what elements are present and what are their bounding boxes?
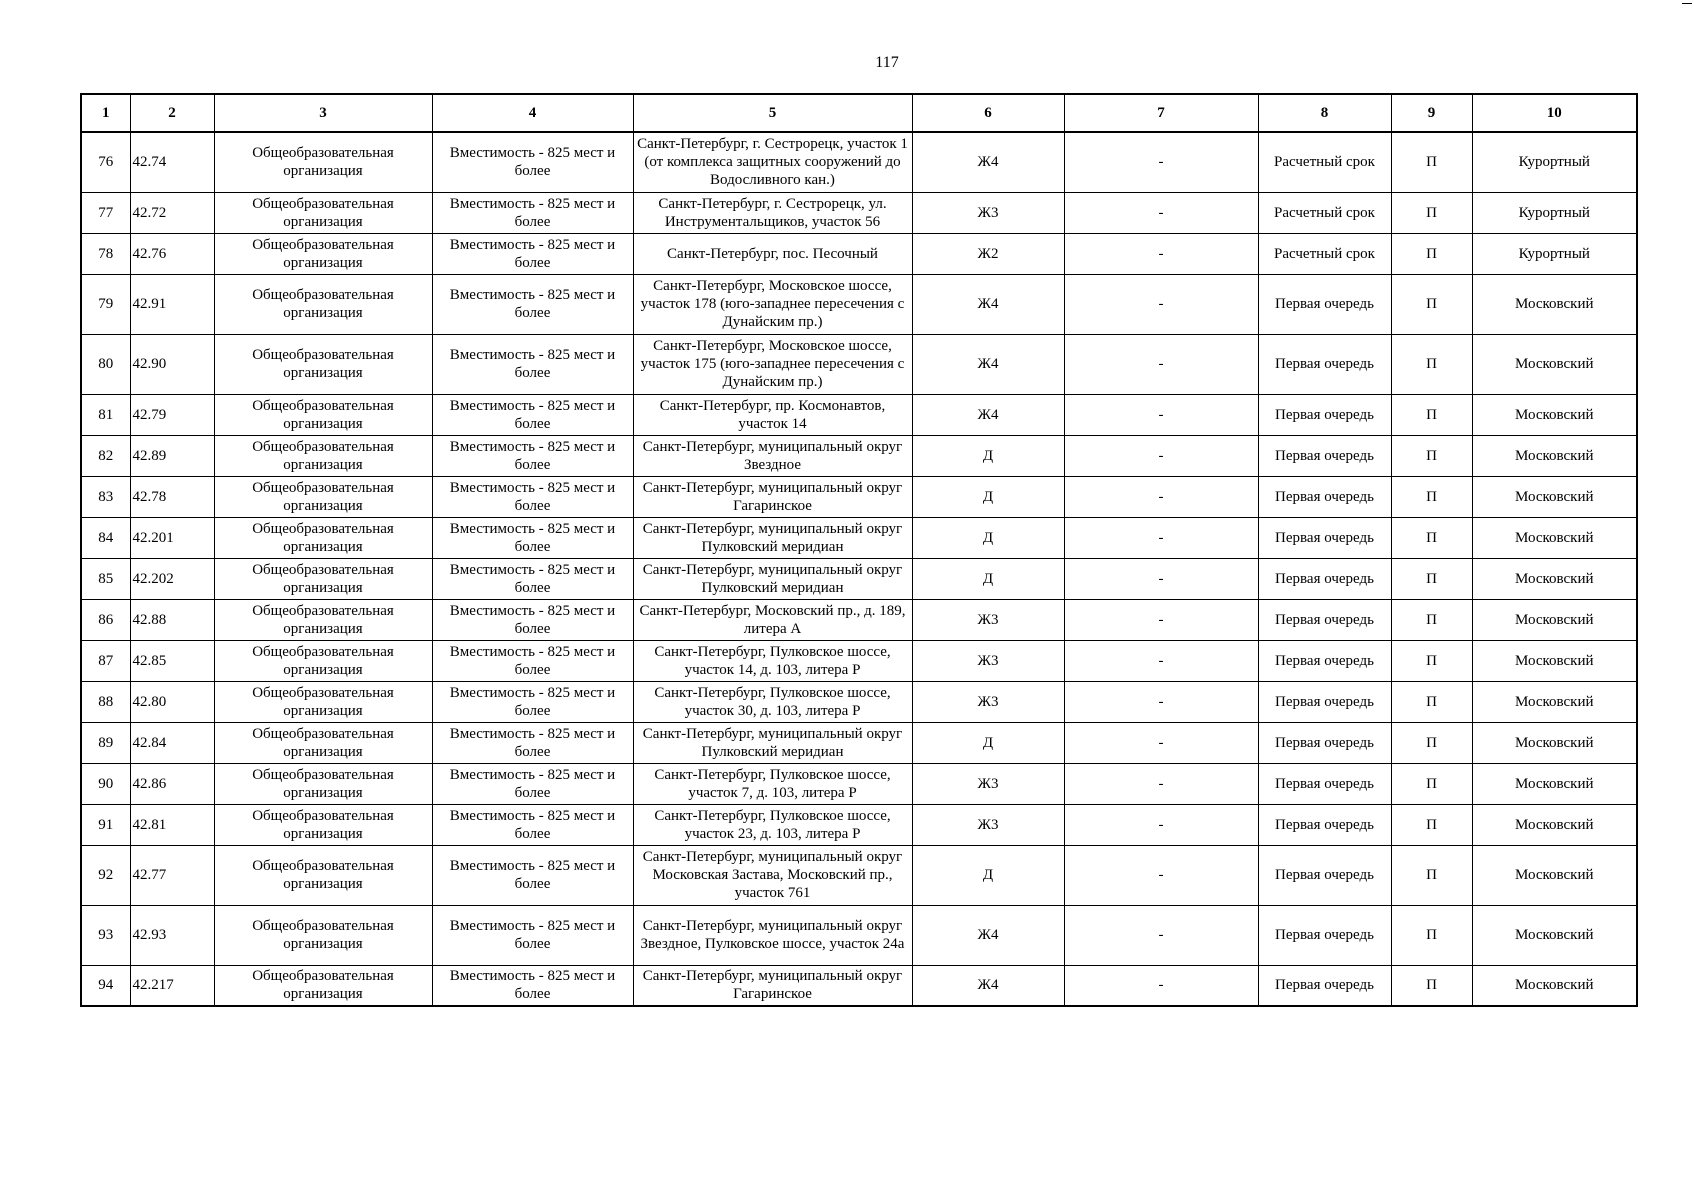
table-row <box>81 722 1637 763</box>
table-cell-col-3: Общеобразовательная организация <box>214 599 432 640</box>
table-cell-col-3: Общеобразовательная организация <box>214 476 432 517</box>
table-cell-col-3: Общеобразовательная организация <box>214 517 432 558</box>
table-row <box>81 681 1637 722</box>
table-cell-col-6: Ж3 <box>912 763 1064 804</box>
table-row <box>81 763 1637 804</box>
table-cell-col-1: 80 <box>81 334 130 394</box>
table-cell-col-9: П <box>1391 274 1472 334</box>
table-cell-col-10: Курортный <box>1472 132 1637 192</box>
table-cell-col-7: - <box>1064 905 1258 965</box>
table-cell-col-3: Общеобразовательная организация <box>214 905 432 965</box>
table-cell-col-3: Общеобразовательная организация <box>214 558 432 599</box>
table-cell-col-1: 85 <box>81 558 130 599</box>
table-cell-col-6: Ж3 <box>912 599 1064 640</box>
table-cell-col-6: Д <box>912 517 1064 558</box>
table-row <box>81 394 1637 435</box>
table-cell-col-2: 42.90 <box>130 334 214 394</box>
table-cell-col-2: 42.81 <box>130 804 214 845</box>
table-cell-col-6: Ж4 <box>912 394 1064 435</box>
table-cell-col-9: П <box>1391 763 1472 804</box>
table-cell-col-2: 42.72 <box>130 192 214 233</box>
table-cell-col-5: Санкт-Петербург, муниципальный округ Пулковский меридиан <box>633 722 912 763</box>
table-cell-col-2: 42.78 <box>130 476 214 517</box>
column-header-8: 8 <box>1258 94 1391 132</box>
table-cell-col-5: Санкт-Петербург, Московский пр., д. 189, литера А <box>633 599 912 640</box>
table-cell-col-9: П <box>1391 905 1472 965</box>
table-cell-col-1: 81 <box>81 394 130 435</box>
table-cell-col-5: Санкт-Петербург, муниципальный округ Пулковский меридиан <box>633 517 912 558</box>
table-cell-col-5: Санкт-Петербург, г. Сестрорецк, ул. Инструментальщиков, участок 56 <box>633 192 912 233</box>
table-cell-col-10: Курортный <box>1472 192 1637 233</box>
table-cell-col-5: Санкт-Петербург, Московское шоссе, участок 178 (юго-западнее пересечения с Дунайским пр.) <box>633 274 912 334</box>
table-cell-col-3: Общеобразовательная организация <box>214 394 432 435</box>
table-cell-col-4: Вместимость - 825 мест и более <box>432 334 633 394</box>
table-cell-col-10: Московский <box>1472 763 1637 804</box>
table-cell-col-10: Московский <box>1472 394 1637 435</box>
table-cell-col-5: Санкт-Петербург, муниципальный округ Гагаринское <box>633 965 912 1006</box>
table-cell-col-5: Санкт-Петербург, муниципальный округ Звездное, Пулковское шоссе, участок 24а <box>633 905 912 965</box>
table-cell-col-1: 84 <box>81 517 130 558</box>
header-row <box>81 94 1637 132</box>
table-cell-col-7: - <box>1064 435 1258 476</box>
table-cell-col-8: Расчетный срок <box>1258 192 1391 233</box>
table-cell-col-2: 42.93 <box>130 905 214 965</box>
table-row <box>81 640 1637 681</box>
table-cell-col-2: 42.86 <box>130 763 214 804</box>
table-cell-col-7: - <box>1064 722 1258 763</box>
table-cell-col-2: 42.85 <box>130 640 214 681</box>
table-cell-col-1: 78 <box>81 233 130 274</box>
column-header-2: 2 <box>130 94 214 132</box>
table-cell-col-10: Московский <box>1472 681 1637 722</box>
table-cell-col-6: Ж3 <box>912 192 1064 233</box>
table-cell-col-8: Первая очередь <box>1258 681 1391 722</box>
table-cell-col-7: - <box>1064 233 1258 274</box>
table-cell-col-1: 91 <box>81 804 130 845</box>
table-cell-col-10: Московский <box>1472 334 1637 394</box>
table-cell-col-9: П <box>1391 558 1472 599</box>
table-cell-col-4: Вместимость - 825 мест и более <box>432 274 633 334</box>
table-cell-col-8: Первая очередь <box>1258 905 1391 965</box>
table-cell-col-8: Первая очередь <box>1258 274 1391 334</box>
table-cell-col-8: Первая очередь <box>1258 558 1391 599</box>
table-cell-col-5: Санкт-Петербург, муниципальный округ Гагаринское <box>633 476 912 517</box>
table-cell-col-8: Расчетный срок <box>1258 132 1391 192</box>
table-cell-col-2: 42.76 <box>130 233 214 274</box>
table-cell-col-7: - <box>1064 394 1258 435</box>
table-cell-col-8: Первая очередь <box>1258 965 1391 1006</box>
table-cell-col-8: Первая очередь <box>1258 722 1391 763</box>
table-cell-col-9: П <box>1391 965 1472 1006</box>
column-header-1: 1 <box>81 94 130 132</box>
table-cell-col-7: - <box>1064 274 1258 334</box>
table-cell-col-4: Вместимость - 825 мест и более <box>432 845 633 905</box>
table-cell-col-4: Вместимость - 825 мест и более <box>432 965 633 1006</box>
table-cell-col-10: Московский <box>1472 804 1637 845</box>
table-cell-col-1: 79 <box>81 274 130 334</box>
table-cell-col-2: 42.91 <box>130 274 214 334</box>
table-cell-col-7: - <box>1064 599 1258 640</box>
table-cell-col-1: 82 <box>81 435 130 476</box>
table-cell-col-9: П <box>1391 132 1472 192</box>
table-cell-col-4: Вместимость - 825 мест и более <box>432 558 633 599</box>
table-cell-col-5: Санкт-Петербург, пос. Песочный <box>633 233 912 274</box>
table-cell-col-9: П <box>1391 435 1472 476</box>
table-cell-col-2: 42.201 <box>130 517 214 558</box>
column-header-5: 5 <box>633 94 912 132</box>
table-cell-col-4: Вместимость - 825 мест и более <box>432 763 633 804</box>
table-cell-col-5: Санкт-Петербург, Пулковское шоссе, участок 7, д. 103, литера Р <box>633 763 912 804</box>
column-header-7: 7 <box>1064 94 1258 132</box>
table-row <box>81 804 1637 845</box>
table-cell-col-7: - <box>1064 763 1258 804</box>
table-cell-col-8: Первая очередь <box>1258 435 1391 476</box>
table-cell-col-7: - <box>1064 681 1258 722</box>
table-cell-col-1: 83 <box>81 476 130 517</box>
table-cell-col-2: 42.217 <box>130 965 214 1006</box>
table-cell-col-8: Первая очередь <box>1258 845 1391 905</box>
table-cell-col-5: Санкт-Петербург, Пулковское шоссе, участок 14, д. 103, литера Р <box>633 640 912 681</box>
table-cell-col-8: Первая очередь <box>1258 804 1391 845</box>
table-cell-col-5: Санкт-Петербург, муниципальный округ Пулковский меридиан <box>633 558 912 599</box>
table-cell-col-2: 42.89 <box>130 435 214 476</box>
table-cell-col-9: П <box>1391 599 1472 640</box>
table-cell-col-10: Московский <box>1472 640 1637 681</box>
table-cell-col-6: Д <box>912 558 1064 599</box>
table-cell-col-6: Ж3 <box>912 804 1064 845</box>
table-cell-col-6: Ж2 <box>912 233 1064 274</box>
table-cell-col-3: Общеобразовательная организация <box>214 804 432 845</box>
table-cell-col-4: Вместимость - 825 мест и более <box>432 599 633 640</box>
table-cell-col-4: Вместимость - 825 мест и более <box>432 804 633 845</box>
table-cell-col-6: Ж4 <box>912 905 1064 965</box>
table-cell-col-3: Общеобразовательная организация <box>214 763 432 804</box>
table-cell-col-7: - <box>1064 517 1258 558</box>
table-cell-col-4: Вместимость - 825 мест и более <box>432 681 633 722</box>
table-cell-col-2: 42.88 <box>130 599 214 640</box>
table-cell-col-3: Общеобразовательная организация <box>214 334 432 394</box>
table-row <box>81 192 1637 233</box>
data-table <box>80 93 1638 1007</box>
table-cell-col-10: Московский <box>1472 517 1637 558</box>
table-cell-col-3: Общеобразовательная организация <box>214 132 432 192</box>
table-cell-col-8: Первая очередь <box>1258 517 1391 558</box>
table-cell-col-10: Московский <box>1472 965 1637 1006</box>
table-cell-col-1: 88 <box>81 681 130 722</box>
column-header-9: 9 <box>1391 94 1472 132</box>
table-cell-col-1: 77 <box>81 192 130 233</box>
table-row <box>81 517 1637 558</box>
table-cell-col-1: 86 <box>81 599 130 640</box>
table-row <box>81 476 1637 517</box>
table-cell-col-8: Первая очередь <box>1258 334 1391 394</box>
table-cell-col-10: Курортный <box>1472 233 1637 274</box>
column-header-10: 10 <box>1472 94 1637 132</box>
table-cell-col-3: Общеобразовательная организация <box>214 192 432 233</box>
table-cell-col-7: - <box>1064 334 1258 394</box>
table-cell-col-7: - <box>1064 558 1258 599</box>
table-cell-col-6: Ж4 <box>912 132 1064 192</box>
table-cell-col-9: П <box>1391 722 1472 763</box>
table-row <box>81 274 1637 334</box>
table-cell-col-2: 42.79 <box>130 394 214 435</box>
table-cell-col-8: Первая очередь <box>1258 394 1391 435</box>
table-cell-col-6: Д <box>912 476 1064 517</box>
table-cell-col-2: 42.202 <box>130 558 214 599</box>
table-cell-col-5: Санкт-Петербург, Пулковское шоссе, участок 30, д. 103, литера Р <box>633 681 912 722</box>
table-row <box>81 132 1637 192</box>
table-cell-col-4: Вместимость - 825 мест и более <box>432 132 633 192</box>
table-cell-col-9: П <box>1391 334 1472 394</box>
table-cell-col-8: Первая очередь <box>1258 763 1391 804</box>
table-cell-col-2: 42.84 <box>130 722 214 763</box>
table-row <box>81 965 1637 1006</box>
table-cell-col-10: Московский <box>1472 558 1637 599</box>
table-cell-col-6: Ж3 <box>912 681 1064 722</box>
table-cell-col-1: 76 <box>81 132 130 192</box>
table-cell-col-7: - <box>1064 476 1258 517</box>
edge-mark <box>1682 3 1692 4</box>
table-cell-col-3: Общеобразовательная организация <box>214 845 432 905</box>
table-cell-col-3: Общеобразовательная организация <box>214 681 432 722</box>
table-cell-col-1: 89 <box>81 722 130 763</box>
table-cell-col-6: Д <box>912 435 1064 476</box>
column-header-6: 6 <box>912 94 1064 132</box>
table-cell-col-3: Общеобразовательная организация <box>214 965 432 1006</box>
table-cell-col-1: 90 <box>81 763 130 804</box>
table-cell-col-8: Первая очередь <box>1258 476 1391 517</box>
table-cell-col-7: - <box>1064 192 1258 233</box>
table-cell-col-7: - <box>1064 845 1258 905</box>
table-cell-col-6: Д <box>912 845 1064 905</box>
table-cell-col-9: П <box>1391 476 1472 517</box>
table-cell-col-1: 93 <box>81 905 130 965</box>
table-cell-col-1: 87 <box>81 640 130 681</box>
table-cell-col-10: Московский <box>1472 905 1637 965</box>
table-cell-col-10: Московский <box>1472 599 1637 640</box>
table-cell-col-7: - <box>1064 804 1258 845</box>
table-cell-col-4: Вместимость - 825 мест и более <box>432 192 633 233</box>
table-row <box>81 233 1637 274</box>
table-cell-col-10: Московский <box>1472 722 1637 763</box>
table-cell-col-9: П <box>1391 845 1472 905</box>
table-cell-col-9: П <box>1391 804 1472 845</box>
table-cell-col-6: Д <box>912 722 1064 763</box>
table-row <box>81 905 1637 965</box>
table-cell-col-5: Санкт-Петербург, г. Сестрорецк, участок 1 (от комплекса защитных сооружений до Водосливного кан.) <box>633 132 912 192</box>
table-cell-col-4: Вместимость - 825 мест и более <box>432 517 633 558</box>
table-row <box>81 334 1637 394</box>
table-cell-col-3: Общеобразовательная организация <box>214 722 432 763</box>
table-row <box>81 435 1637 476</box>
table-cell-col-5: Санкт-Петербург, пр. Космонавтов, участок 14 <box>633 394 912 435</box>
table-cell-col-4: Вместимость - 825 мест и более <box>432 435 633 476</box>
table-cell-col-8: Первая очередь <box>1258 640 1391 681</box>
table-cell-col-5: Санкт-Петербург, муниципальный округ Звездное <box>633 435 912 476</box>
table-cell-col-2: 42.80 <box>130 681 214 722</box>
table-cell-col-1: 92 <box>81 845 130 905</box>
table-row <box>81 558 1637 599</box>
table-cell-col-6: Ж4 <box>912 334 1064 394</box>
table-cell-col-9: П <box>1391 192 1472 233</box>
table-cell-col-3: Общеобразовательная организация <box>214 435 432 476</box>
table-cell-col-10: Московский <box>1472 274 1637 334</box>
table-cell-col-5: Санкт-Петербург, Пулковское шоссе, участок 23, д. 103, литера Р <box>633 804 912 845</box>
column-header-4: 4 <box>432 94 633 132</box>
table-cell-col-6: Ж4 <box>912 274 1064 334</box>
table-cell-col-3: Общеобразовательная организация <box>214 233 432 274</box>
table-cell-col-9: П <box>1391 517 1472 558</box>
table-row <box>81 599 1637 640</box>
table-cell-col-9: П <box>1391 640 1472 681</box>
table-cell-col-6: Ж4 <box>912 965 1064 1006</box>
table-cell-col-4: Вместимость - 825 мест и более <box>432 233 633 274</box>
table-cell-col-4: Вместимость - 825 мест и более <box>432 476 633 517</box>
table-cell-col-7: - <box>1064 132 1258 192</box>
table-cell-col-5: Санкт-Петербург, Московское шоссе, участок 175 (юго-западнее пересечения с Дунайским пр.) <box>633 334 912 394</box>
table-cell-col-4: Вместимость - 825 мест и более <box>432 722 633 763</box>
table-cell-col-7: - <box>1064 640 1258 681</box>
table-cell-col-6: Ж3 <box>912 640 1064 681</box>
table-cell-col-4: Вместимость - 825 мест и более <box>432 640 633 681</box>
table-cell-col-9: П <box>1391 394 1472 435</box>
table-cell-col-2: 42.74 <box>130 132 214 192</box>
table-cell-col-3: Общеобразовательная организация <box>214 274 432 334</box>
table-cell-col-2: 42.77 <box>130 845 214 905</box>
table-cell-col-10: Московский <box>1472 476 1637 517</box>
table-cell-col-7: - <box>1064 965 1258 1006</box>
table-cell-col-10: Московский <box>1472 435 1637 476</box>
column-header-3: 3 <box>214 94 432 132</box>
table-cell-col-5: Санкт-Петербург, муниципальный округ Московская Застава, Московский пр., участок 761 <box>633 845 912 905</box>
table-cell-col-9: П <box>1391 681 1472 722</box>
table-cell-col-4: Вместимость - 825 мест и более <box>432 394 633 435</box>
table-cell-col-8: Первая очередь <box>1258 599 1391 640</box>
page-number: 117 <box>875 54 899 71</box>
table-cell-col-10: Московский <box>1472 845 1637 905</box>
table-cell-col-3: Общеобразовательная организация <box>214 640 432 681</box>
table-row <box>81 845 1637 905</box>
table-cell-col-9: П <box>1391 233 1472 274</box>
table-body <box>81 132 1637 1006</box>
table-cell-col-4: Вместимость - 825 мест и более <box>432 905 633 965</box>
table-cell-col-8: Расчетный срок <box>1258 233 1391 274</box>
table-cell-col-1: 94 <box>81 965 130 1006</box>
